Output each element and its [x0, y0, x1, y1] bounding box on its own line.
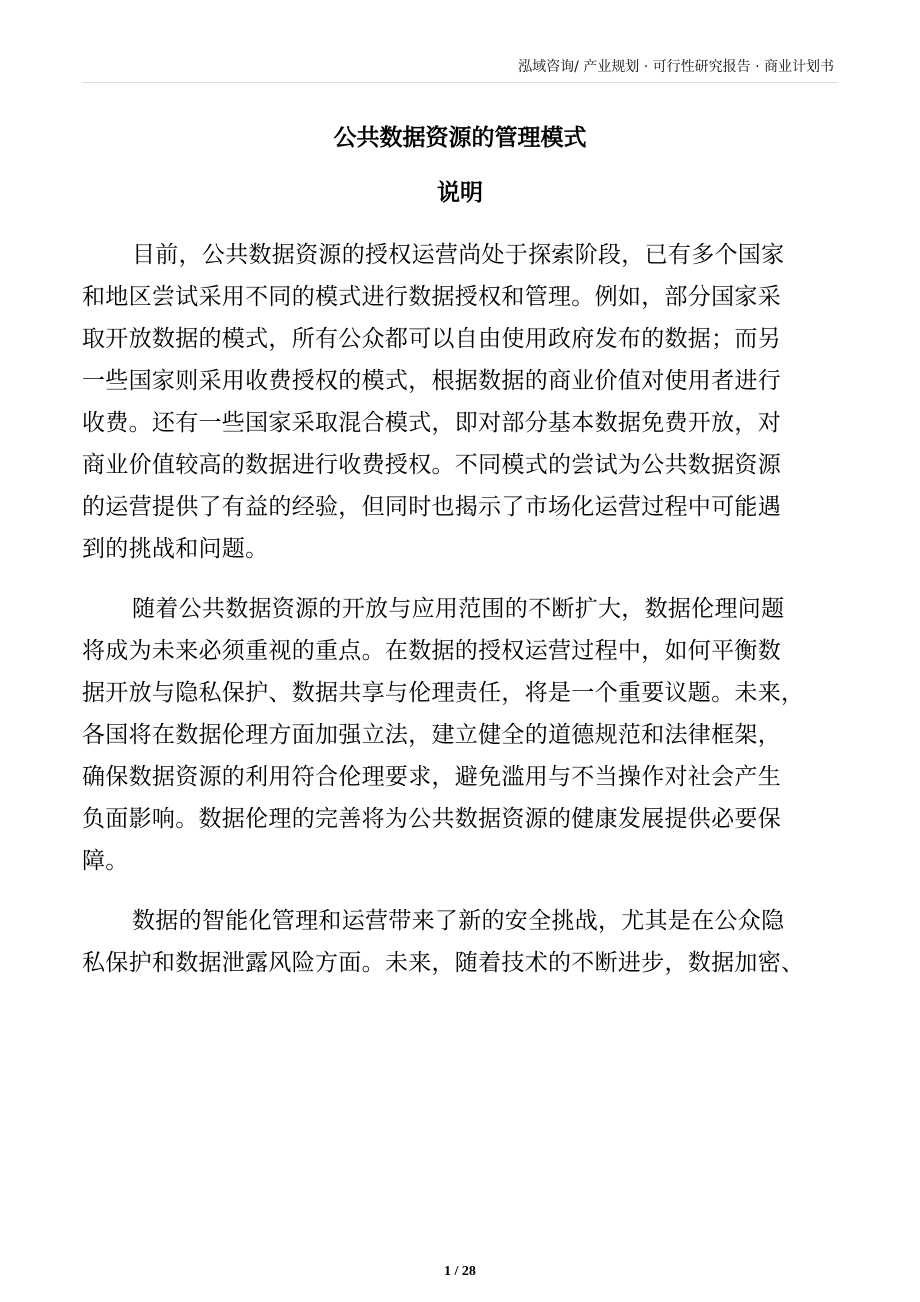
page-number: 1 / 28 — [444, 1264, 476, 1279]
text-line: 障。 — [82, 848, 129, 874]
paragraph-3 — [82, 900, 842, 984]
text-line: 私保护和数据泄露风险方面。未来，随着技术的不断进步，数据加密、 — [82, 950, 805, 976]
text-line: 据开放与隐私保护、数据共享与伦理责任，将是一个重要议题。未来， — [82, 680, 805, 706]
text-line: 收费。还有一些国家采取混合模式，即对部分基本数据免费开放，对 — [82, 410, 781, 436]
document-title: 公共数据资源的管理模式 — [333, 125, 587, 151]
section-heading: 说明 — [437, 180, 483, 206]
text-line: 目前，公共数据资源的授权运营尚处于探索阶段，已有多个国家 — [132, 242, 785, 268]
paragraph-1 — [82, 234, 842, 570]
page-header: 泓域咨询/ 产业规划 · 可行性研究报告 · 商业计划书 — [518, 59, 834, 75]
document-body — [82, 234, 842, 1002]
text-line: 数据的智能化管理和运营带来了新的安全挑战，尤其是在公众隐 — [132, 908, 785, 934]
text-line: 负面影响。数据伦理的完善将为公共数据资源的健康发展提供必要保 — [82, 806, 781, 832]
header-divider — [82, 82, 838, 83]
text-line: 随着公共数据资源的开放与应用范围的不断扩大，数据伦理问题 — [132, 596, 785, 622]
text-line: 取开放数据的模式，所有公众都可以自由使用政府发布的数据；而另 — [82, 326, 781, 352]
paragraph-2 — [82, 588, 842, 882]
text-line: 各国将在数据伦理方面加强立法，建立健全的道德规范和法律框架， — [82, 722, 781, 748]
text-line: 到的挑战和问题。 — [82, 536, 269, 562]
text-line: 确保数据资源的利用符合伦理要求，避免滥用与不当操作对社会产生 — [82, 764, 781, 790]
text-line: 的运营提供了有益的经验，但同时也揭示了市场化运营过程中可能遇 — [82, 494, 781, 520]
text-line: 商业价值较高的数据进行收费授权。不同模式的尝试为公共数据资源 — [82, 452, 781, 478]
text-line: 和地区尝试采用不同的模式进行数据授权和管理。例如，部分国家采 — [82, 284, 781, 310]
text-line: 将成为未来必须重视的重点。在数据的授权运营过程中，如何平衡数 — [82, 638, 781, 664]
text-line: 一些国家则采用收费授权的模式，根据数据的商业价值对使用者进行 — [82, 368, 781, 394]
